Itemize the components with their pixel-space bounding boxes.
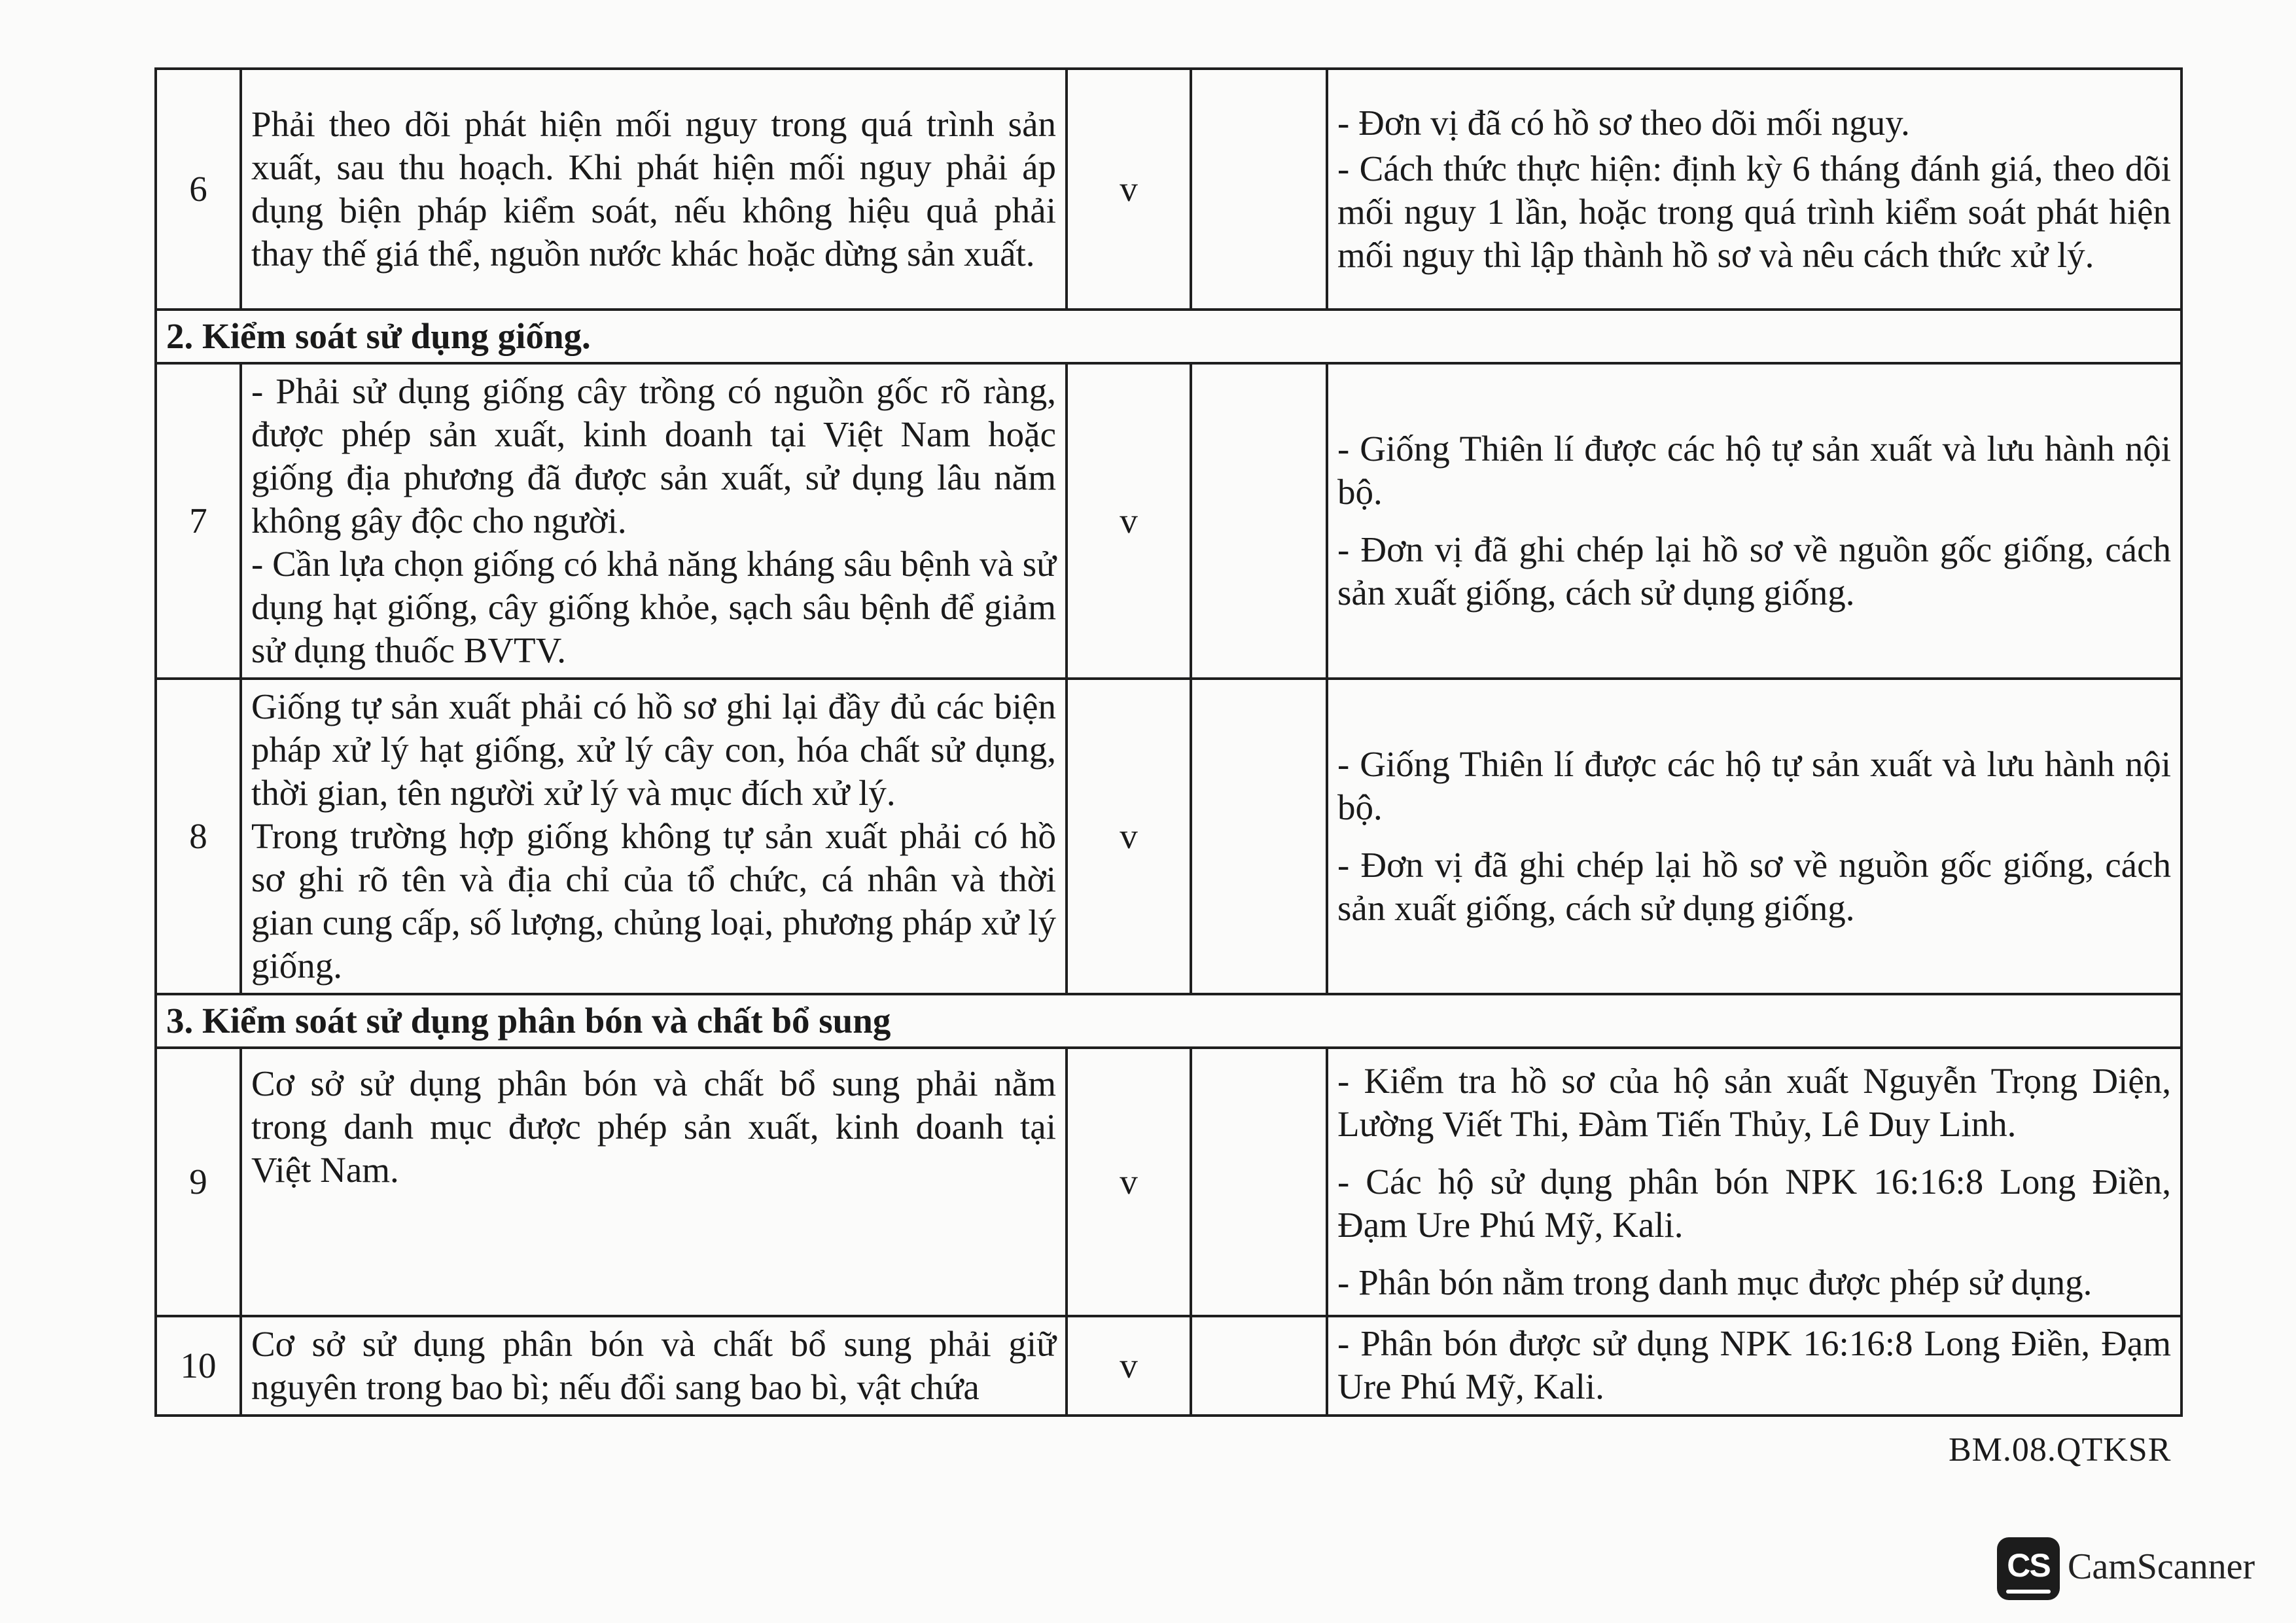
- notes-cell: [1327, 1316, 2181, 1416]
- noncompliant-mark: [1191, 363, 1327, 679]
- camscanner-logo-icon: CS: [1997, 1537, 2060, 1600]
- section-title: 2. Kiểm soát sử dụng giống.: [156, 310, 2181, 363]
- table-row: [156, 1316, 2181, 1416]
- note-text: - Các hộ sử dụng phân bón NPK 16:16:8 Long Điền, Đạm Ure Phú Mỹ, Kali.: [1337, 1162, 2171, 1245]
- note-text: - Giống Thiên lí được các hộ tự sản xuất và lưu hành nội bộ.: [1337, 429, 2171, 512]
- section-heading-row: [156, 310, 2181, 363]
- requirement-text: Trong trường hợp giống không tự sản xuất phải có hồ sơ ghi rõ tên và địa chỉ của tổ chức, cá nhân và thời gian cung cấp, số lượng, chủng loại, phương pháp xử lý giống.: [251, 816, 1056, 986]
- note-text: - Giống Thiên lí được các hộ tự sản xuất và lưu hành nội bộ.: [1337, 744, 2171, 827]
- notes-cell: [1327, 679, 2181, 994]
- row-number: 8: [156, 679, 241, 994]
- checklist-table: [154, 67, 2183, 1417]
- table-row: [156, 363, 2181, 679]
- table-row: [156, 679, 2181, 994]
- table-row: [156, 1048, 2181, 1316]
- requirement-cell: [241, 69, 1067, 310]
- note-text: - Cách thức thực hiện: định kỳ 6 tháng đánh giá, theo dõi mối nguy 1 lần, hoặc trong quá trình kiểm soát phát hiện mối nguy thì lập thành hồ sơ và nêu cách thức xử lý.: [1337, 149, 2171, 275]
- requirement-cell: [241, 1048, 1067, 1316]
- note-text: - Phân bón nằm trong danh mục được phép sử dụng.: [1337, 1262, 2093, 1302]
- notes-cell: [1327, 1048, 2181, 1316]
- requirement-text: Giống tự sản xuất phải có hồ sơ ghi lại đầy đủ các biện pháp xử lý hạt giống, xử lý cây con, hóa chất sử dụng, thời gian, tên người xử lý và mục đích xử lý.: [251, 687, 1056, 813]
- camscanner-watermark: CamScanner: [2068, 1546, 2255, 1587]
- noncompliant-mark: [1191, 1048, 1327, 1316]
- row-number: 9: [156, 1048, 241, 1316]
- note-text: - Kiểm tra hồ sơ của hộ sản xuất Nguyễn Trọng Diện, Lường Viết Thi, Đàm Tiến Thủy, Lê Duy Linh.: [1337, 1061, 2171, 1144]
- noncompliant-mark: [1191, 679, 1327, 994]
- section-title: 3. Kiểm soát sử dụng phân bón và chất bổ sung: [156, 994, 2181, 1048]
- compliant-mark: v: [1067, 363, 1191, 679]
- note-text: - Đơn vị đã ghi chép lại hồ sơ về nguồn gốc giống, cách sản xuất giống, cách sử dụng giống.: [1337, 845, 2171, 928]
- row-number: 10: [156, 1316, 241, 1416]
- requirement-text: Cơ sở sử dụng phân bón và chất bổ sung phải nằm trong danh mục được phép sản xuất, kinh doanh tại Việt Nam.: [251, 1063, 1056, 1190]
- compliant-mark: v: [1067, 1316, 1191, 1416]
- note-text: - Đơn vị đã có hồ sơ theo dõi mối nguy.: [1337, 103, 1910, 143]
- requirement-cell: [241, 363, 1067, 679]
- noncompliant-mark: [1191, 69, 1327, 310]
- compliant-mark: v: [1067, 679, 1191, 994]
- notes-cell: [1327, 363, 2181, 679]
- section-heading-row: [156, 994, 2181, 1048]
- table-row: [156, 69, 2181, 310]
- requirement-text: - Cần lựa chọn giống có khả năng kháng sâu bệnh và sử dụng hạt giống, cây giống khỏe, sạch sâu bệnh để giảm sử dụng thuốc BVTV.: [251, 544, 1056, 670]
- row-number: 7: [156, 363, 241, 679]
- compliant-mark: v: [1067, 69, 1191, 310]
- noncompliant-mark: [1191, 1316, 1327, 1416]
- note-text: - Phân bón được sử dụng NPK 16:16:8 Long Điền, Đạm Ure Phú Mỹ, Kali.: [1337, 1323, 2171, 1406]
- requirement-text: Phải theo dõi phát hiện mối nguy trong quá trình sản xuất, sau thu hoạch. Khi phát hiện mối nguy phải áp dụng biện pháp kiểm soát, nếu không hiệu quả phải thay thế giá thể, nguồn nước khác hoặc dừng sản xuất.: [251, 104, 1056, 274]
- document-code: BM.08.QTKSR: [1949, 1431, 2172, 1469]
- requirement-text: - Phải sử dụng giống cây trồng có nguồn gốc rõ ràng, được phép sản xuất, kinh doanh tại Việt Nam hoặc giống địa phương đã được sản xuất, sử dụng lâu năm không gây độc cho người.: [251, 371, 1056, 541]
- note-text: - Đơn vị đã ghi chép lại hồ sơ về nguồn gốc giống, cách sản xuất giống, cách sử dụng giống.: [1337, 529, 2171, 613]
- notes-cell: [1327, 69, 2181, 310]
- requirement-cell: [241, 679, 1067, 994]
- requirement-text: Cơ sở sử dụng phân bón và chất bổ sung phải giữ nguyên trong bao bì; nếu đổi sang bao bì, vật chứa: [251, 1324, 1056, 1407]
- requirement-cell: [241, 1316, 1067, 1416]
- row-number: 6: [156, 69, 241, 310]
- compliant-mark: v: [1067, 1048, 1191, 1316]
